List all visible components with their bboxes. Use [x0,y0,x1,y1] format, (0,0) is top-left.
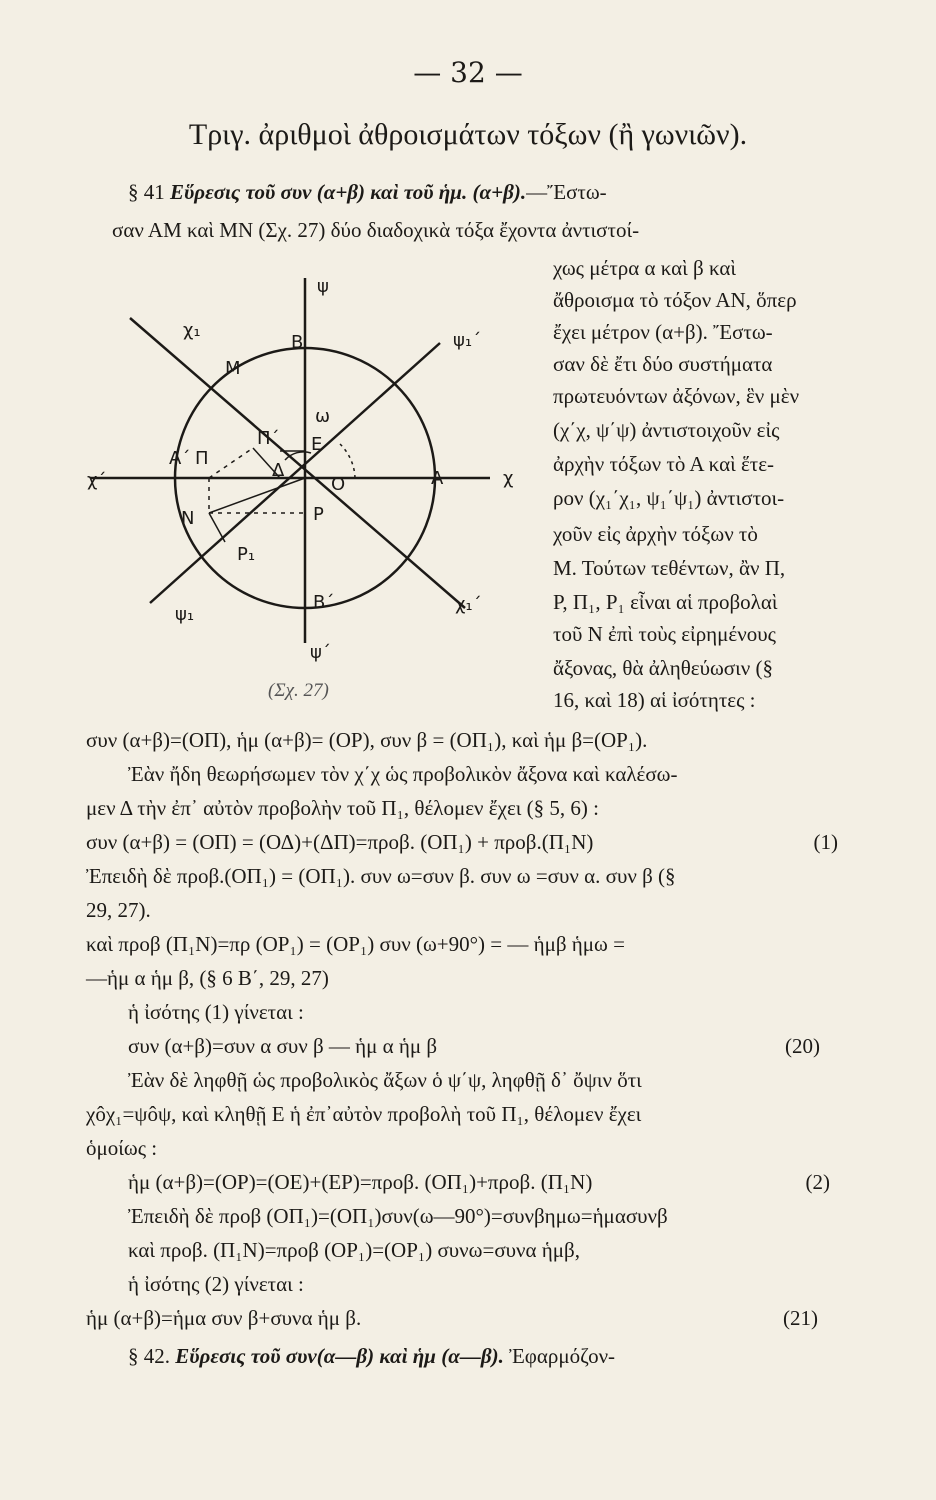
text-line: Ἐπειδὴ δὲ προβ (ΟΠ₁)=(ΟΠ₁)συν(ω—90°)=συνβημω=ἡμασυνβ [128,1204,668,1228]
label-A-prime: Α΄ [169,448,191,469]
text-line: Ἐὰν δὲ ληφθῇ ὡς προβολικὸς ἄξων ὁ ψ΄ψ, ληφθῇ δ᾽ ὄψιν ὅτι [128,1068,642,1092]
text-line: ἡ ἰσότης (2) γίνεται : [128,1272,304,1296]
figure-27 [85,258,535,698]
figure-caption: (Σχ. 27) [268,680,329,701]
label-psi1: ψ₁ [175,604,195,625]
geometric-diagram [85,258,535,698]
section-41-line-2: σαν ΑΜ καὶ ΜΝ (Σχ. 27) δύο διαδοχικὰ τόξα ἔχοντα ἀντιστοί- [112,218,640,242]
text-line: Ἐὰν ἤδη θεωρήσωμεν τὸν χ΄χ ὡς προβολικὸν ἄξονα καὶ καλέσω- [128,762,678,786]
label-Pi1: Π΄ [257,428,280,449]
equation-line [86,728,836,753]
text-line: ἡ ἰσότης (1) γίνεται : [128,1000,304,1024]
equation-number: (21) [783,1306,818,1330]
equation-text: ἡμ (α+β)=(ΟΡ)=(ΟΕ)+(ΕΡ)=προβ. (ΟΠ₁)+προβ. (Π₁Ν) [128,1170,593,1194]
label-P: Ρ [313,504,324,525]
axis-psi1 [150,343,440,603]
text-line: σαν δὲ ἔτι δύο συστήματα [553,352,773,376]
label-omega: ω [315,406,331,427]
text-line: καὶ προβ. (Π₁Ν)=προβ (ΟΡ₁)=(ΟΡ₁) συνω=συνα ἡμβ, [128,1238,580,1262]
running-title: Τριγ. ἀριθμοὶ ἀθροισμάτων τόξων (ἢ γωνιῶν). [188,118,748,151]
text-line: χôχ₁=ψôψ, καὶ κληθῇ Ε ἡ ἐπ᾽αὐτὸν προβολὴ τοῦ Π₁, θέλομεν ἔχει [86,1102,642,1126]
equation-text: συν (α+β) = (ΟΠ) = (ΟΔ)+(ΔΠ)=προβ. (ΟΠ₁) + προβ.(Π₁Ν) [86,830,594,854]
label-chi: χ [503,468,514,489]
text-line: μεν Δ τὴν ἐπ᾽ αὐτὸν προβολὴν τοῦ Π₁, θέλομεν ἔχει (§ 5, 6) : [86,796,599,820]
text-line: χως μέτρα α καὶ β καὶ [553,256,737,280]
text-line: —ἡμ α ἡμ β, (§ 6 Β΄, 29, 27) [86,966,329,990]
section-number: § 41 [128,180,165,204]
text-line: τοῦ Ν ἐπὶ τοὺς εἰρημένους [553,622,776,646]
equation-line [128,1170,830,1195]
label-Delta: Δ [272,460,285,481]
text-line: πρωτευόντων ἀξόνων, ἓν μὲν [553,384,800,408]
text-line: Ἐπειδὴ δὲ προβ.(ΟΠ₁) = (ΟΠ₁). συν ω=συν β. συν ω =συν α. συν β (§ [86,864,676,888]
label-Pi: Π [195,448,209,469]
label-chi1: χ₁ [183,320,201,341]
label-psi1-prime: ψ₁΄ [453,330,482,351]
text-line: χοῦν εἰς ἀρχὴν τόξων τὸ [553,522,758,546]
text-line: Ρ, Π₁, Ρ₁ εἶναι αἱ προβολαὶ [553,590,778,614]
equation-line [128,1034,820,1059]
section-text: —Ἔστω- [526,180,607,204]
label-psi-prime: ψ΄ [310,642,331,663]
label-E: Ε [311,434,323,455]
section-42-line [128,1344,615,1369]
section-heading: Εὕρεσις τοῦ συν(α—β) καὶ ἡμ (α—β). [175,1344,504,1368]
text-line: 16, καὶ 18) αἱ ἰσότητες : [553,688,756,712]
text-line: 29, 27). [86,898,151,922]
equation-number: (20) [785,1034,820,1058]
label-chi-prime: χ΄ [87,470,107,491]
section-text: Ἐφαρμόζον- [509,1344,616,1368]
section-41-line-1 [128,180,607,205]
text-line: ὁμοίως : [86,1136,158,1160]
equation-line [86,1306,818,1331]
text-line: ρον (χ₁΄χ₁, ψ₁΄ψ₁) ἀντιστοι- [553,486,785,510]
text-line: ἄθροισμα τὸ τόξον ΑΝ, ὅπερ [553,288,797,312]
label-O: Ο [331,474,346,495]
text-line: καὶ προβ (Π₁Ν)=πρ (ΟΡ₁) = (ΟΡ₁) συν (ω+90°) = — ἡμβ ἡμω = [86,932,625,956]
text-line: (χ΄χ, ψ΄ψ) ἀντιστοιχοῦν εἰς [553,418,780,442]
label-psi: ψ [317,276,329,297]
page-number: — 32 — [413,56,523,89]
label-M: Μ [225,358,241,379]
label-P1: Ρ₁ [237,544,256,565]
equation-text: συν (α+β)=(ΟΠ), ἡμ (α+β)= (ΟΡ), συν β = (ΟΠ₁), καὶ ἡμ β=(ΟΡ₁). [86,728,648,752]
label-N: Ν [181,508,195,529]
label-B-prime: Β΄ [313,592,335,613]
equation-line [86,830,838,855]
text-line: ἀρχὴν τόξων τὸ Α καὶ ἕτε- [553,452,775,476]
text-line: ἄξονας, θὰ ἀληθεύωσιν (§ [553,656,773,680]
equation-text: συν (α+β)=συν α συν β — ἡμ α ἡμ β [128,1034,438,1058]
label-chi1-prime: χ₁΄ [455,594,482,615]
section-number: § 42. [128,1344,170,1368]
label-A: Α [431,468,444,489]
equation-number: (2) [805,1170,830,1194]
label-B: Β [291,332,304,353]
section-heading: Εὕρεσις τοῦ συν (α+β) καὶ τοῦ ἡμ. (α+β). [170,180,527,204]
equation-text: ἡμ (α+β)=ἡμα συν β+συνα ἡμ β. [86,1306,362,1330]
equation-number: (1) [813,830,838,854]
text-line: Μ. Τούτων τεθέντων, ἂν Π, [553,556,786,580]
text-line: ἔχει μέτρον (α+β). Ἔστω- [553,320,773,344]
